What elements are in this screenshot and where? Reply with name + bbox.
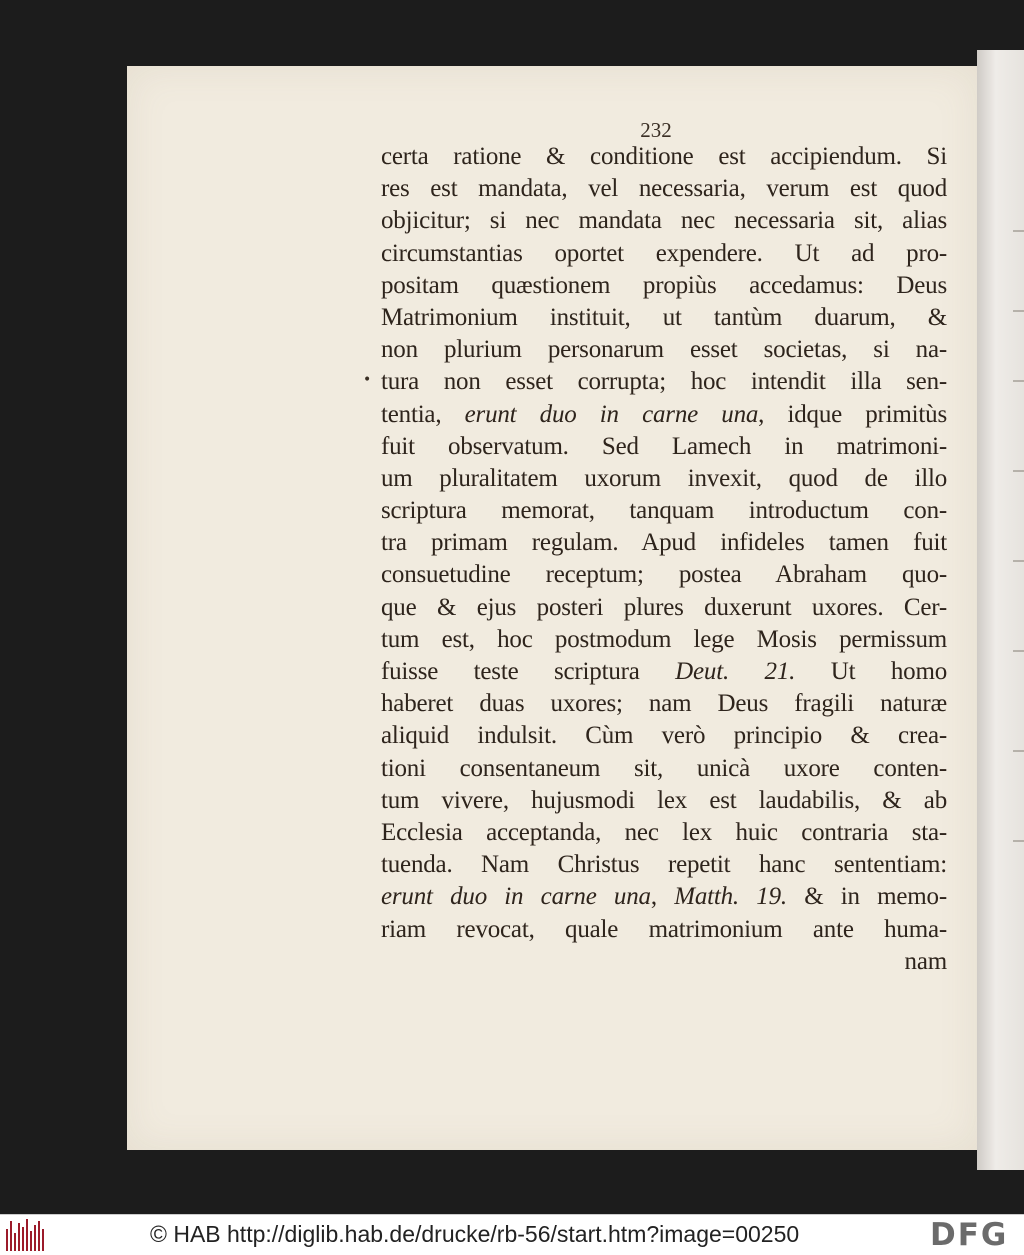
text-line-quote (381, 881, 947, 913)
dfg-logo: DFG (930, 1217, 1009, 1253)
text-line: aliquid indulsit. Cùm verò principio & crea- (381, 722, 947, 750)
text-line: que & ejus posteri plures duxerunt uxores. Cer- (381, 593, 947, 621)
italic-quote: erunt duo in carne una (381, 883, 651, 911)
italic-reference: Deut. 21. (675, 658, 796, 685)
italic-reference: Matth. 19. (674, 883, 787, 911)
text-line: positam quæstionem propiùs accedamus: Deus (381, 271, 947, 299)
text-line: haberet duas uxores; nam Deus fragili naturæ (381, 690, 947, 718)
italic-quote: erunt duo in carne una (464, 400, 759, 428)
text-line: tuenda. Nam Christus repetit hanc sententiam: (381, 851, 947, 879)
footer-bar (0, 1214, 1024, 1255)
line-text: fuisse teste scriptura (381, 658, 676, 685)
text-line: non plurium personarum esset societas, si na- (381, 336, 947, 364)
text-line: um pluralitatem uxorum invexit, quod de illo (381, 464, 947, 492)
text-line: circumstantias oportet expendere. Ut ad pro- (381, 239, 947, 267)
next-page-edge (977, 50, 1024, 1170)
text-line: res est mandata, vel necessaria, verum est quod (381, 175, 947, 203)
catchword: nam (904, 947, 947, 975)
line-text: & in memo- (786, 883, 947, 911)
text-line: objicitur; si nec mandata nec necessaria sit, alias (381, 207, 947, 235)
hab-barcode-icon (6, 1219, 48, 1251)
text-line: tra primam regulam. Apud infideles tamen fuit (381, 529, 947, 557)
text-line: Ecclesia acceptanda, nec lex huic contraria sta- (381, 818, 947, 846)
text-line: riam revocat, quale matrimonium ante huma- (381, 915, 947, 943)
text-line: scriptura memorat, tanquam introductum con- (381, 497, 947, 525)
text-line: fuit observatum. Sed Lamech in matrimoni- (381, 432, 947, 460)
page-number: 232 (640, 118, 672, 142)
page-text (381, 141, 947, 978)
text-line-quote (381, 399, 947, 431)
text-line: tura non esset corrupta; hoc intendit illa sen- (381, 368, 947, 396)
line-text: tentia, (381, 400, 465, 428)
margin-mark: • (363, 372, 372, 388)
line-text: , (650, 883, 675, 911)
line-text: , idque primitùs (758, 400, 947, 428)
text-line: tum est, hoc postmodum lege Mosis permissum (381, 625, 947, 653)
text-line: Matrimonium instituit, ut tantùm duarum, & (381, 303, 947, 331)
line-text: Ut homo (795, 658, 947, 685)
text-line: tum vivere, hujusmodi lex est laudabilis, & ab (381, 786, 947, 814)
copyright-url[interactable]: © HAB http://diglib.hab.de/drucke/rb-56/start.htm?image=00250 (150, 1221, 800, 1247)
text-line-reference (381, 656, 947, 688)
text-line: tioni consentaneum sit, unicà uxore conten- (381, 754, 947, 782)
text-line: certa ratione & conditione est accipiendum. Si (381, 143, 947, 170)
text-line: consuetudine receptum; postea Abraham quo- (381, 561, 947, 589)
